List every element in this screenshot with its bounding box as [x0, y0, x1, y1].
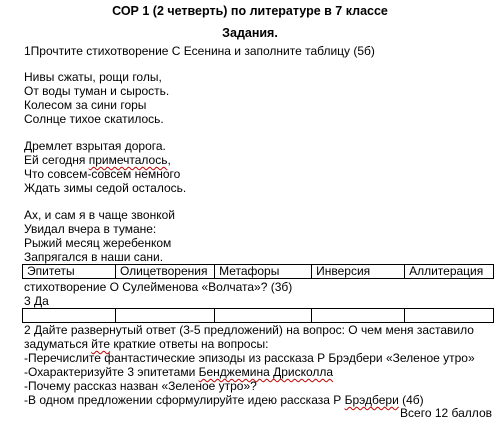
table-row — [23, 309, 494, 323]
poem-line: Что совсем-совсем немного — [24, 167, 181, 181]
table-header-cell: Аллитерация — [405, 265, 494, 279]
table-cell — [405, 309, 494, 323]
overlap-line: стихотворение О Сулейменова «Волчата»? (3б) — [24, 280, 293, 294]
table-cell — [312, 309, 405, 323]
text-span: (4б) — [398, 393, 424, 407]
table-header-cell: Метафоры — [215, 265, 312, 279]
table-header-cell: Эпитеты — [23, 265, 116, 279]
poem-line: Колесом за сини горы — [24, 98, 147, 112]
page-subtitle: Задания. — [222, 26, 278, 40]
poem-line: Увидал вчера в тумане: — [24, 222, 157, 236]
table-header-cell: Олицетворения — [115, 265, 214, 279]
text-span: -В одном предложении сформулируйте идею рассказа Р — [24, 393, 345, 407]
text-span: задуматься — [24, 337, 92, 351]
total-score: Всего 12 баллов — [400, 406, 492, 420]
table-cell — [115, 309, 214, 323]
spellcheck-marked-word: Брэдбери — [344, 393, 399, 407]
spellcheck-marked-word: примечталось — [88, 153, 168, 167]
blank-table — [22, 308, 494, 323]
text-span: краткие ответы на вопросы: — [110, 337, 269, 351]
poem-line: Ждать зимы седой осталось. — [24, 181, 187, 195]
task2-question: -Перечислите фантастические эпизоды из рассказа Р Брэдбери «Зеленое утро» — [24, 351, 475, 365]
poem-line: От воды туман и сырость. — [24, 84, 170, 98]
text-span: Ей сегодня — [24, 153, 89, 167]
table-header-cell: Инверсия — [312, 265, 405, 279]
spellcheck-marked-word: Бенджемина Дрисколла — [198, 365, 334, 379]
spellcheck-marked-word: йте — [91, 337, 111, 351]
task1-instruction: 1Прочтите стихотворение С Есенина и заполните таблицу (5б) — [24, 44, 375, 58]
text-span: -Охарактеризуйте 3 эпитетами — [24, 365, 199, 379]
poem-line: Нивы сжаты, рощи голы, — [24, 70, 162, 84]
task2-question — [24, 394, 424, 407]
poem-line — [24, 154, 171, 167]
task2-question — [24, 366, 333, 379]
poem-line: Дремлет взрытая дорога. — [24, 139, 166, 153]
task2-question: -Почему рассказ назван «Зеленое утро»? — [24, 379, 257, 393]
table-cell — [215, 309, 312, 323]
poem-line: Рыжий месяц жеребенком — [24, 236, 172, 250]
task2-line — [24, 338, 268, 351]
overlap-line: 3 Да — [24, 294, 49, 308]
table-cell — [23, 309, 116, 323]
poem-line: Ах, и сам я в чаще звонкой — [24, 208, 175, 222]
text-span: , — [167, 153, 171, 167]
task2-line: 2 Дайте развернутый ответ (3-5 предложений) на вопрос: О чем меня заставило — [24, 323, 474, 337]
devices-table — [22, 264, 494, 279]
poem-line: Солнце тихое скатилось. — [24, 112, 164, 126]
page-title: СОР 1 (2 четверть) по литературе в 7 классе — [112, 4, 388, 18]
poem-line: Запрягался в наши сани. — [24, 250, 164, 264]
table-header-row — [23, 265, 494, 279]
